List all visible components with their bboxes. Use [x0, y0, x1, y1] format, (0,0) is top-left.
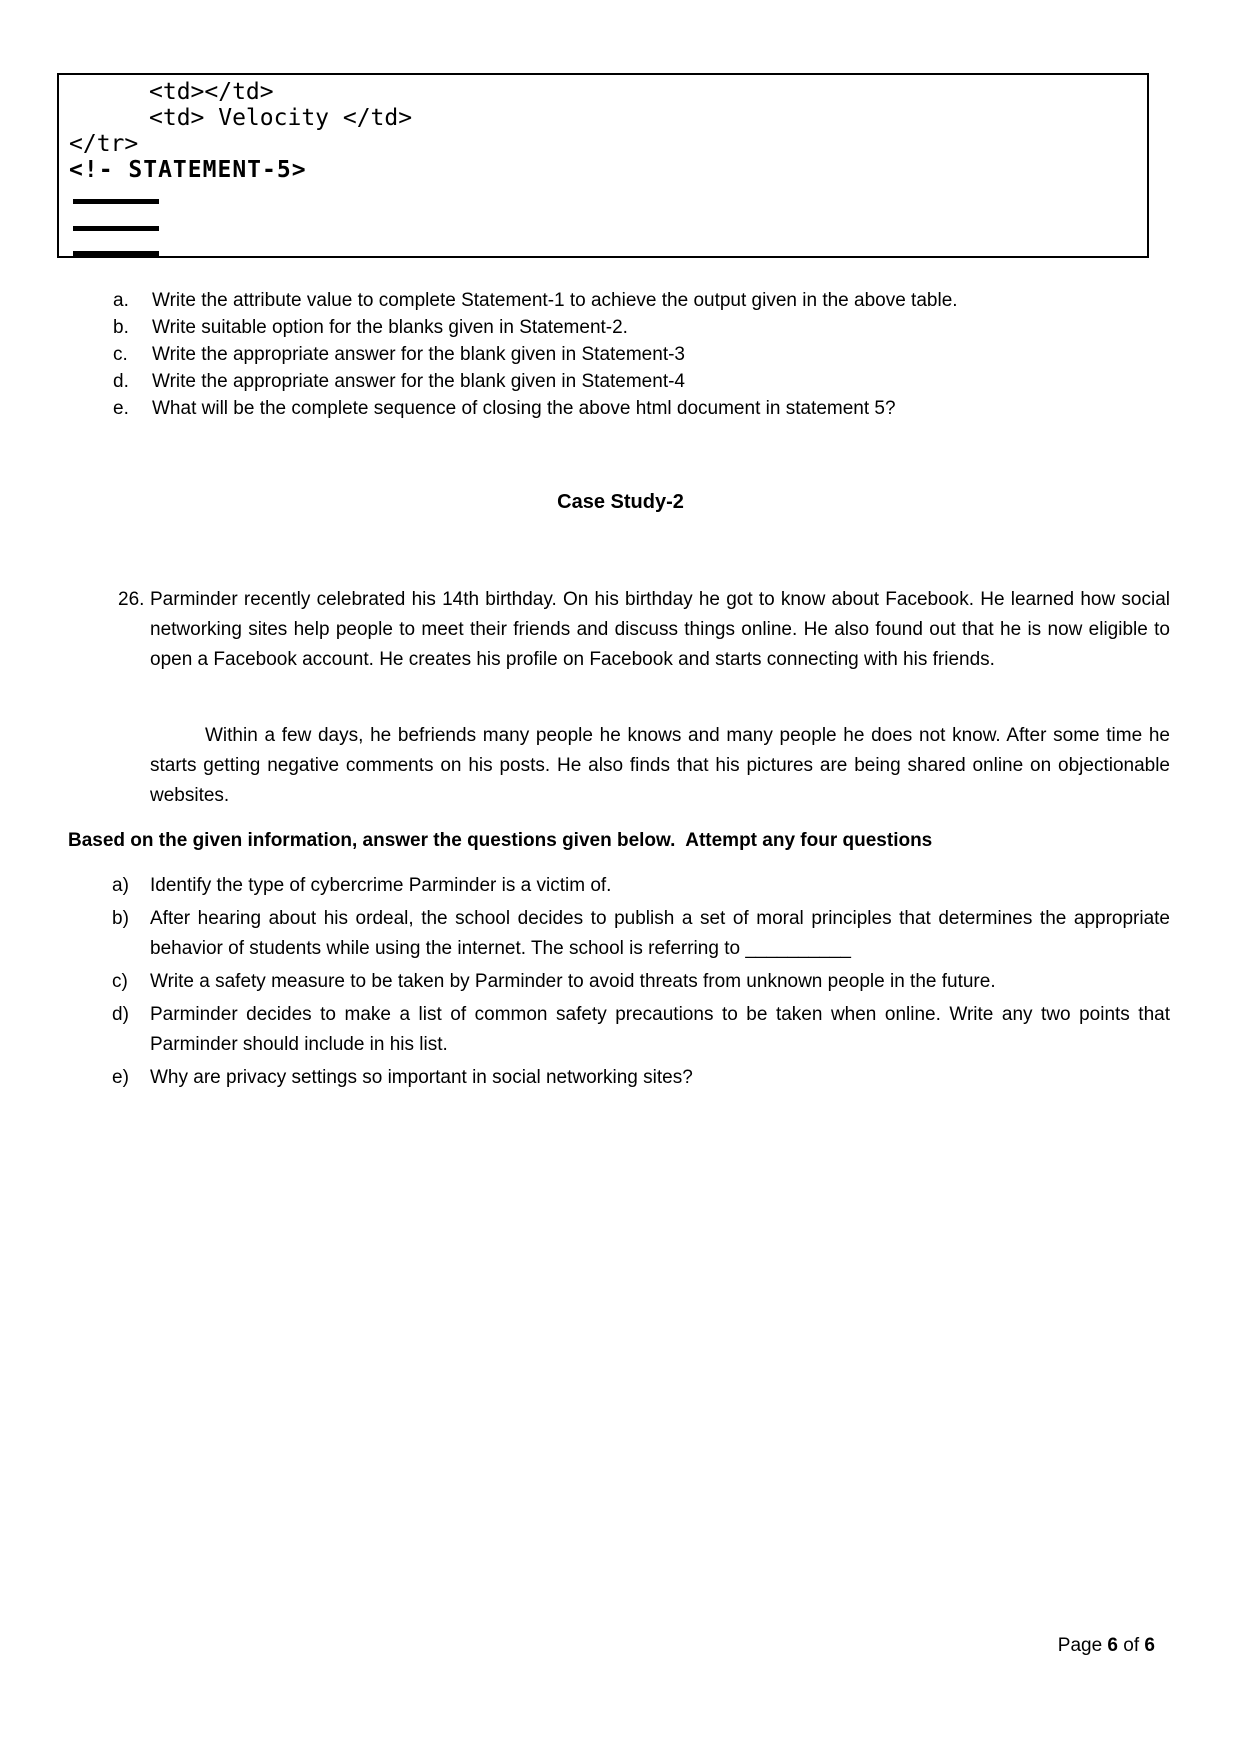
- list-item-text: Write suitable option for the blanks given in Statement-2.: [152, 317, 628, 338]
- list-item: [112, 1000, 1170, 1060]
- list-item-marker: b.: [113, 317, 129, 338]
- list-item: [112, 871, 1170, 901]
- list-item-marker: e): [112, 1067, 129, 1088]
- list-item: [113, 368, 1158, 395]
- question-26-paragraph-2: Within a few days, he befriends many people he knows and many people he does not know. After some time he starts getting negative comments on his posts. He also finds that his pictures are being shared online on objectionable websites.: [150, 725, 1170, 806]
- list-item-text: Parminder decides to make a list of common safety precautions to be taken when online. Write any two points that Parminder should include in his list.: [150, 1004, 1170, 1055]
- html-code-snippet-box: [57, 73, 1149, 258]
- list-item-text: What will be the complete sequence of closing the above html document in statement 5?: [152, 398, 896, 419]
- list-item-text: Why are privacy settings so important in social networking sites?: [150, 1067, 693, 1088]
- list-item-text: Write a safety measure to be taken by Parminder to avoid threats from unknown people in the future.: [150, 971, 996, 992]
- code-line-td-empty: <td></td>: [149, 79, 274, 105]
- page-total-number: 6: [1144, 1635, 1155, 1656]
- list-item: [113, 395, 1158, 422]
- list-item-marker: a): [112, 875, 129, 896]
- list-item-marker: a.: [113, 290, 129, 311]
- list-item-marker: d.: [113, 371, 129, 392]
- list-item: [112, 967, 1170, 997]
- list-item-text: Write the attribute value to complete Statement-1 to achieve the output given in the above table.: [152, 290, 958, 311]
- list-item: [113, 341, 1158, 368]
- answer-blank-line: [73, 251, 159, 256]
- question-26-subparts-list: [112, 871, 1170, 1096]
- code-line-statement-5: <!- STATEMENT-5>: [69, 157, 307, 183]
- case-study-heading: Case Study-2: [557, 491, 684, 513]
- list-item-text: Identify the type of cybercrime Parminder is a victim of.: [150, 875, 612, 896]
- page-label: Page: [1057, 1635, 1103, 1656]
- code-line-td-velocity: <td> Velocity </td>: [149, 105, 413, 131]
- list-item-text: Write the appropriate answer for the blank given in Statement-3: [152, 344, 685, 365]
- list-item: [113, 287, 1158, 314]
- question-26-paragraph-1: Parminder recently celebrated his 14th birthday. On his birthday he got to know about Facebook. He learned how social networking sites help people to meet their friends and discuss things online. He also found out that he is now eligible to open a Facebook account. He creates his profile on Facebook and starts connecting with his friends.: [150, 589, 1170, 670]
- list-item: [112, 1063, 1170, 1093]
- list-item-marker: c): [112, 971, 128, 992]
- list-item-marker: b): [112, 908, 129, 929]
- question-number: 26.: [118, 589, 145, 610]
- page-footer: [1058, 1635, 1155, 1657]
- list-item-marker: c.: [113, 344, 128, 365]
- answer-blank-line: [73, 199, 159, 204]
- list-item-text: After hearing about his ordeal, the school decides to publish a set of moral principles that determines the appropriate behavior of students while using the internet. The school is referring to __________: [150, 908, 1170, 959]
- page-current-number: 6: [1107, 1635, 1118, 1656]
- list-item-marker: e.: [113, 398, 129, 419]
- code-line-tr-close: </tr>: [69, 131, 139, 157]
- list-item-marker: d): [112, 1004, 129, 1025]
- question-25-subparts-list: [113, 287, 1158, 422]
- list-item: [113, 314, 1158, 341]
- answer-blank-line: [73, 226, 159, 231]
- list-item-text: Write the appropriate answer for the blank given in Statement-4: [152, 371, 685, 392]
- attempt-instruction: Based on the given information, answer the questions given below. Attempt any four questions: [68, 830, 933, 851]
- page-of-label: of: [1123, 1635, 1140, 1656]
- list-item: [112, 904, 1170, 964]
